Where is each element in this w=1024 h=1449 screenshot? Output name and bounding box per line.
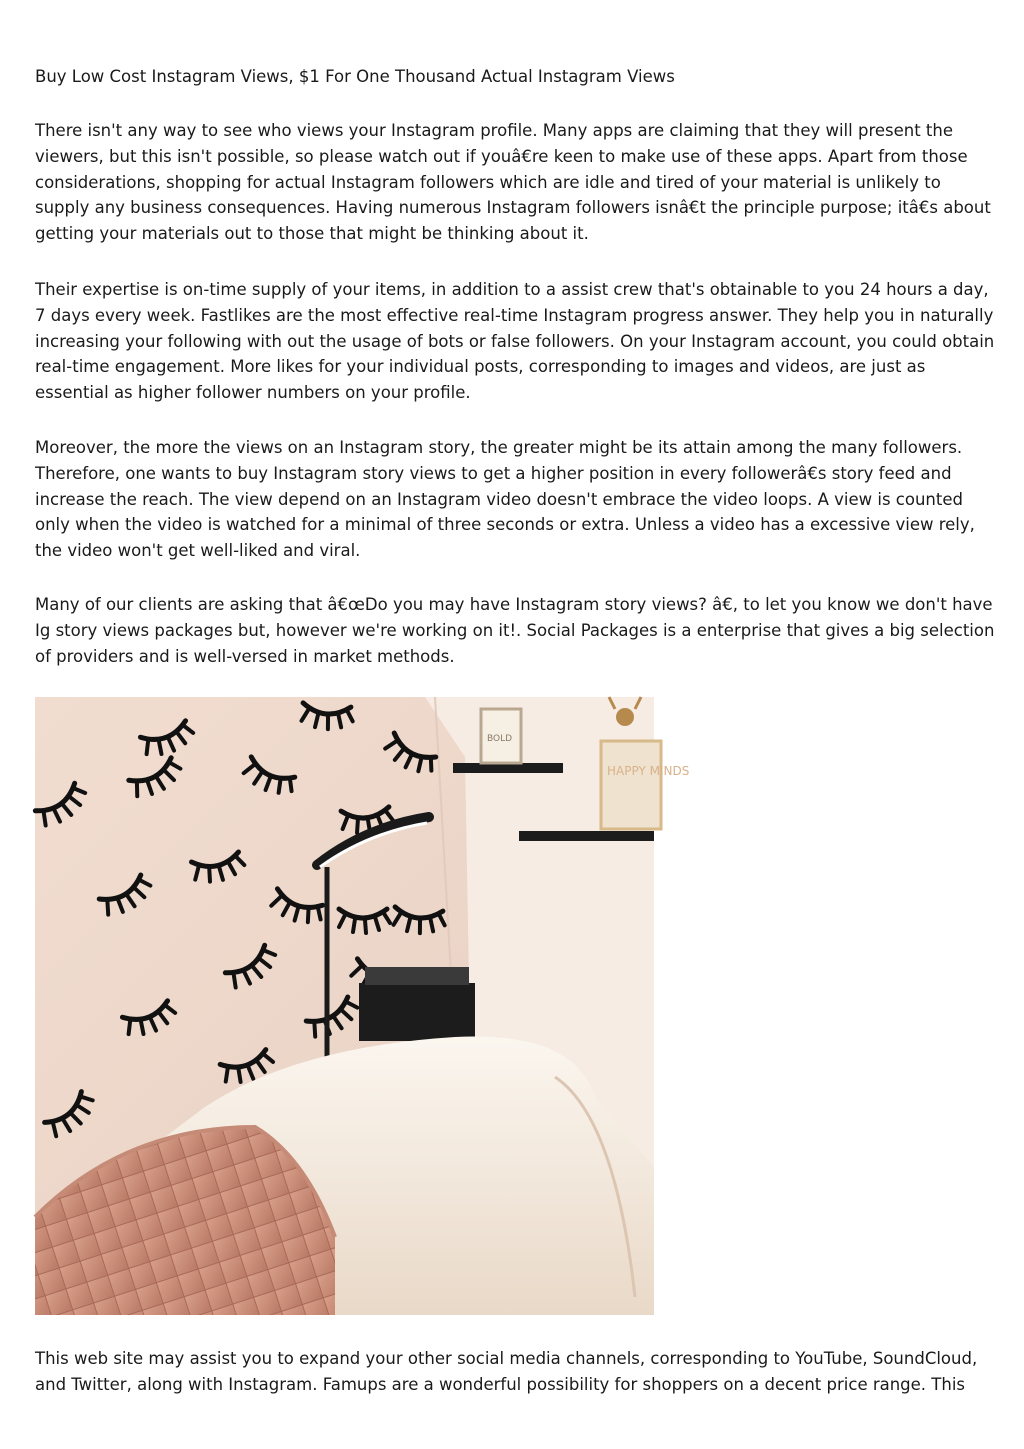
paragraph-5: This web site may assist you to expand your other social media channels, corresponding to YouTube, SoundCloud, and Twitter, along with Instagram. Famups are a wonderful possibility for shoppers on a decent price range. This [35,1349,978,1394]
paragraph-1: There isn't any way to see who views your Instagram profile. Many apps are claiming that they will present the viewers, but this isn't possible, so please watch out if youâ€re keen to make use of these apps. Apart from those considerations, shopping for actual Instagram followers which are idle and tired of your material is unlikely to supply any business consequences. Having numerous Instagram followers isnâ€t the principle purpose; itâ€s about getting your materials out to those that might be thinking about it. [35,121,991,244]
frame-text: BOLD [487,734,513,744]
sign-text: HAPPY MINDS [607,764,690,778]
studio-photo [35,697,690,1315]
paragraph-4: Many of our clients are asking that â€œDo you may have Instagram story views? â€, to let you know we don't have Ig story views packages but, however we're working on it!. Social Packages is a enterprise that gives a big selection of providers and is well-versed in market methods. [35,595,995,666]
paragraph-2: Their expertise is on-time supply of your items, in addition to a assist crew that's obtainable to you 24 hours a day, 7 days every week. Fastlikes are the most effective real-time Instagram progress answer. They help you in naturally increasing your following with out the usage of bots or false followers. On your Instagram account, you could obtain real-time engagement. More likes for your individual posts, corresponding to images and videos, are just as essential as higher follower numbers on your profile. [35,280,995,403]
paragraph-3: Moreover, the more the views on an Instagram story, the greater might be its attain among the many followers. Therefore, one wants to buy Instagram story views to get a higher position in every followerâ€s story feed and increase the reach. The view depend on an Instagram video doesn't embrace the video loops. A view is counted only when the video is watched for a minimal of three seconds or extra. Unless a video has a excessive view rely, the video won't get well-liked and viral. [35,438,975,561]
article-title: Buy Low Cost Instagram Views, $1 For One Thousand Actual Instagram Views [35,67,675,86]
